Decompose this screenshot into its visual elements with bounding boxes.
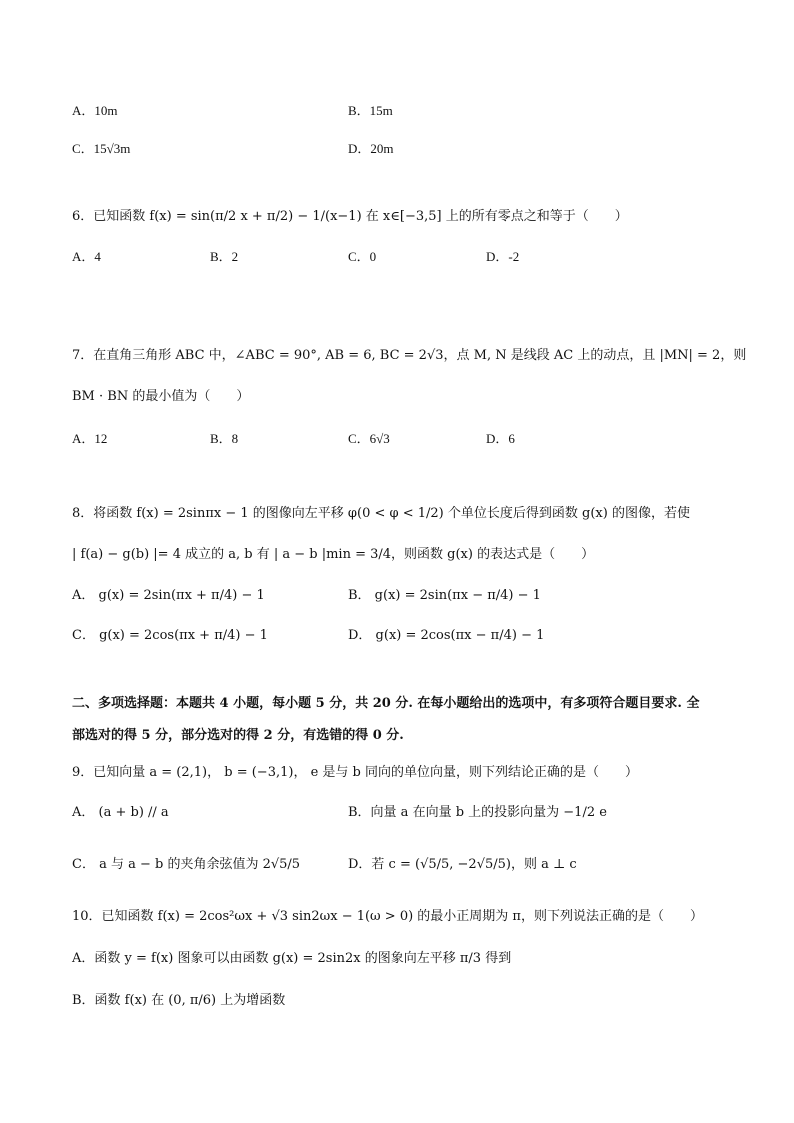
q5-option-a: A．10m xyxy=(72,103,118,118)
q7-option-b: B．8 xyxy=(210,431,239,446)
section-2-heading-line1: 二、多项选择题：本题共 4 小题，每小题 5 分，共 20 分. 在每小题给出的选项中，有多项符合题目要求. 全 xyxy=(72,696,700,711)
q10-option-a: A．函数 y = f(x) 图象可以由函数 g(x) = 2sin2x 的图象向左平移 π/3 得到 xyxy=(72,951,512,966)
q5-option-b: B．15m xyxy=(348,103,393,118)
q7-option-c: C．6√3 xyxy=(348,431,390,446)
q8-stem-line1: 8．将函数 f(x) = 2sinπx − 1 的图像向左平移 φ(0 < φ < 1/2) 个单位长度后得到函数 g(x) 的图像，若使 xyxy=(72,506,690,521)
q5-option-c: C．15√3m xyxy=(72,141,131,156)
q8-option-a: A． g(x) = 2sin(πx + π/4) − 1 xyxy=(72,588,265,603)
q6-option-b: B．2 xyxy=(210,249,239,264)
q7-option-d: D．6 xyxy=(486,431,515,446)
q9-option-a: A． (a + b) // a xyxy=(72,805,169,820)
section-2-heading-line2: 部选对的得 5 分，部分选对的得 2 分，有选错的得 0 分. xyxy=(72,728,404,743)
q6-stem: 6．已知函数 f(x) = sin(π/2 x + π/2) − 1/(x−1) 在 x∈[−3,5] 上的所有零点之和等于（ ） xyxy=(72,209,628,224)
q8-option-b: B． g(x) = 2sin(πx − π/4) − 1 xyxy=(348,588,541,603)
q9-stem: 9．已知向量 a = (2,1)， b = (−3,1)， e 是与 b 同向的单位向量，则下列结论正确的是（ ） xyxy=(72,765,638,780)
q7-option-a: A．12 xyxy=(72,431,108,446)
q6-option-a: A．4 xyxy=(72,249,101,264)
q5-option-d: D．20m xyxy=(348,141,394,156)
q7-stem-line1: 7．在直角三角形 ABC 中，∠ABC = 90°, AB = 6, BC = 2√3，点 M, N 是线段 AC 上的动点，且 |MN| = 2，则 xyxy=(72,348,747,363)
q8-option-c: C． g(x) = 2cos(πx + π/4) − 1 xyxy=(72,628,268,643)
q9-option-d: D．若 c = (√5/5, −2√5/5)，则 a ⊥ c xyxy=(348,857,577,872)
q8-option-d: D． g(x) = 2cos(πx − π/4) − 1 xyxy=(348,628,545,643)
q9-option-b: B．向量 a 在向量 b 上的投影向量为 −1/2 e xyxy=(348,805,607,820)
q9-option-c: C． a 与 a − b 的夹角余弦值为 2√5/5 xyxy=(72,857,301,872)
q6-option-c: C．0 xyxy=(348,249,377,264)
q10-stem: 10．已知函数 f(x) = 2cos²ωx + √3 sin2ωx − 1(ω > 0) 的最小正周期为 π，则下列说法正确的是（ ） xyxy=(72,909,703,924)
q7-stem-line2: BM · BN 的最小值为（ ） xyxy=(72,389,250,404)
q10-option-b: B．函数 f(x) 在 (0, π/6) 上为增函数 xyxy=(72,993,286,1008)
q6-option-d: D．-2 xyxy=(486,249,520,264)
q8-stem-line2: | f(a) − g(b) |= 4 成立的 a, b 有 | a − b |min = 3/4，则函数 g(x) 的表达式是（ ） xyxy=(72,547,595,562)
